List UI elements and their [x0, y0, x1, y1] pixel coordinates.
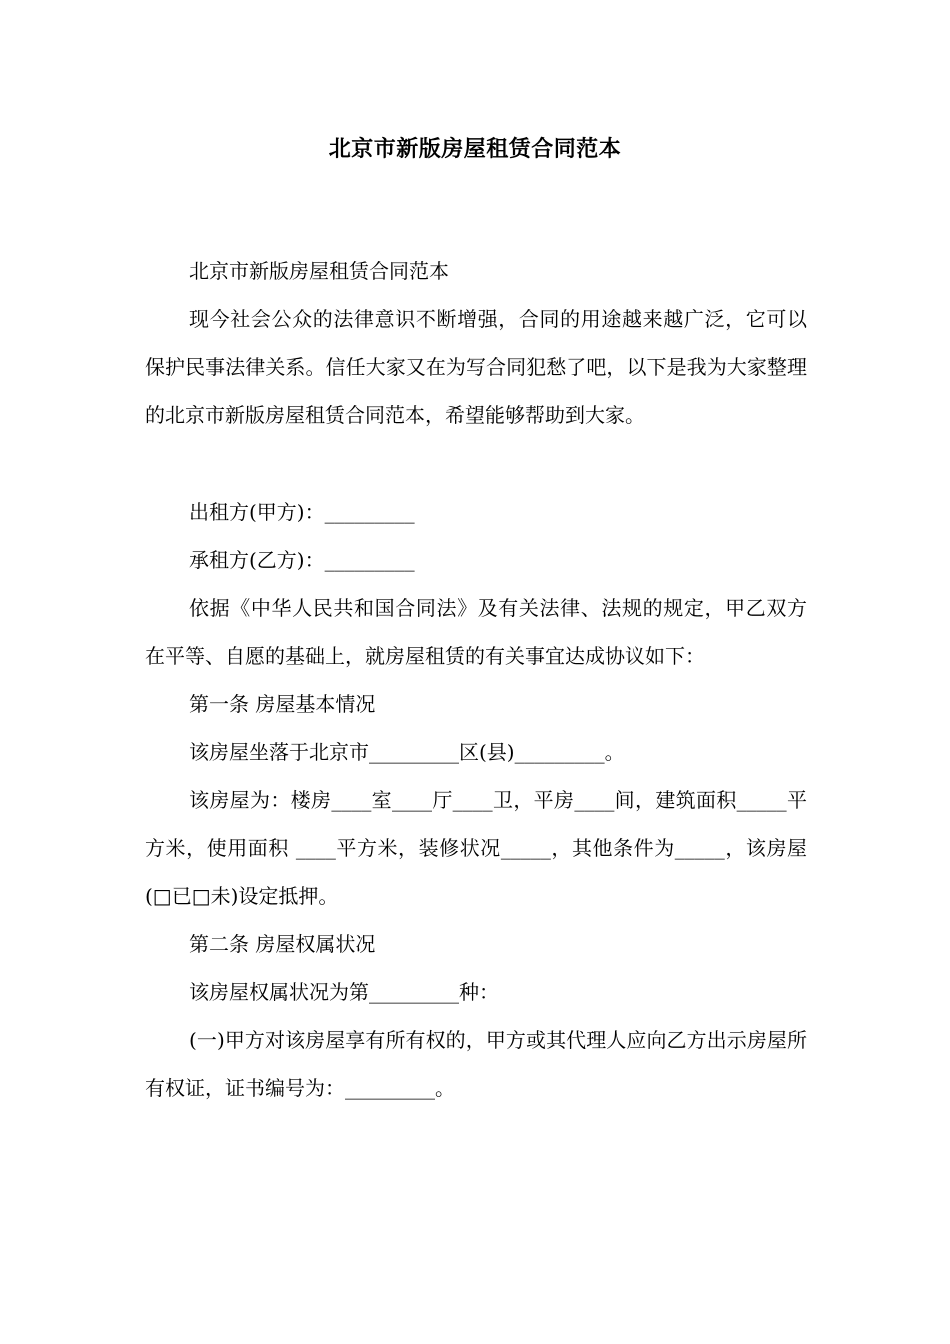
article-1-heading: 第一条 房屋基本情况: [189, 692, 376, 716]
paragraph-intro: 现今社会公众的法律意识不断增强，合同的用途越来越广泛，它可以保护民事法律关系。信任大家又在为写合同犯愁了吧，以下是我为大家整理的北京市新版房屋租赁合同范本，希望能够帮助到大家。: [145, 307, 807, 427]
paragraph-location: 该房屋坐落于北京市_________区(县)_________。: [189, 740, 625, 764]
paragraph-house-details: 该房屋为：楼房____室____厅____卫，平房____间，建筑面积_____平方米，使用面积 ____平方米，装修状况_____，其他条件为_____，该房屋(□已□未)设定抵押。: [145, 788, 807, 908]
paragraph-ownership-type: 该房屋权属状况为第_________种：: [189, 980, 499, 1004]
document-body: [145, 247, 807, 1112]
paragraph-lessee: 承租方(乙方)：_________: [189, 548, 415, 572]
paragraph-lessor: 出租方(甲方)：_________: [189, 500, 415, 524]
paragraph-basis: 依据《中华人民共和国合同法》及有关法律、法规的规定，甲乙双方在平等、自愿的基础上，就房屋租赁的有关事宜达成协议如下：: [145, 596, 807, 668]
paragraph-ownership-certificate: (一)甲方对该房屋享有所有权的，甲方或其代理人应向乙方出示房屋所有权证，证书编号为：_________。: [145, 1028, 807, 1100]
document-title: 北京市新版房屋租赁合同范本: [328, 137, 622, 162]
paragraph-heading: 北京市新版房屋租赁合同范本: [189, 259, 449, 283]
article-2-heading: 第二条 房屋权属状况: [189, 932, 376, 956]
